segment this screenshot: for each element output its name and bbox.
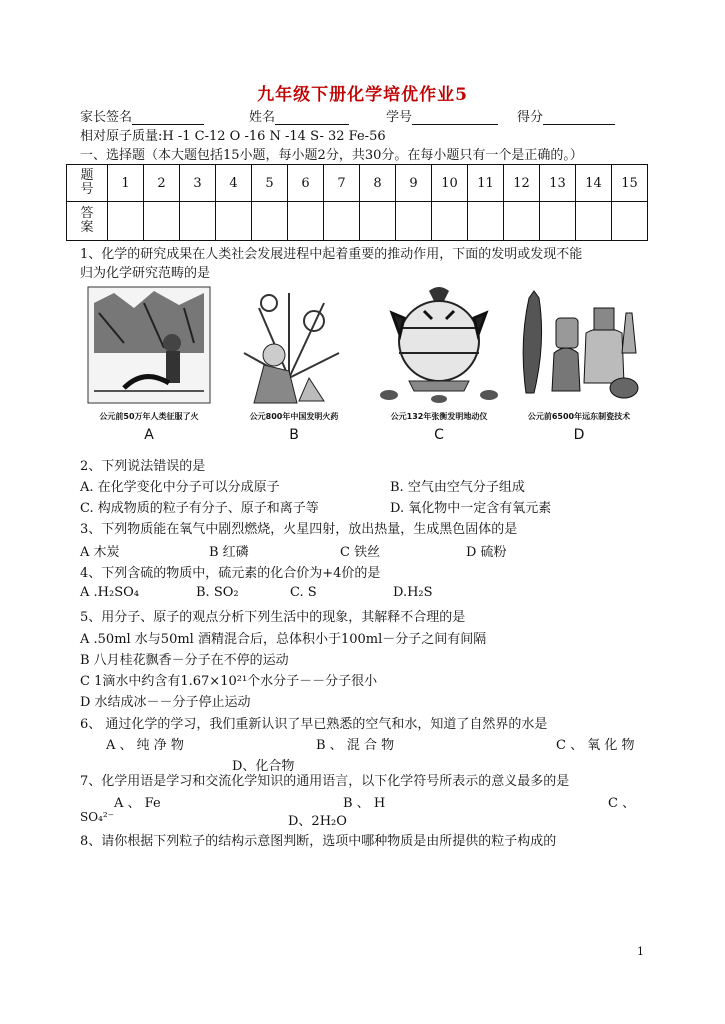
q2-option-b[interactable]: B. 空气由空气分子组成 — [390, 480, 525, 495]
gunpowder-illustration — [229, 283, 359, 408]
q5-option-a[interactable]: A .50ml 水与50ml 酒精混合后，总体积小于100ml－分子之间有间隔 — [80, 632, 487, 647]
q1-caption-c: 公元132年张衡发明地动仪 — [390, 412, 488, 421]
q3-option-b[interactable]: B 红磷 — [209, 545, 249, 560]
answer-cell[interactable] — [612, 202, 648, 241]
student-no-blank[interactable] — [412, 112, 498, 125]
answer-cell[interactable] — [216, 202, 252, 241]
parent-sign-field — [80, 106, 204, 125]
parent-sign-label: 家长签名 — [80, 110, 133, 125]
answer-cell[interactable] — [360, 202, 396, 241]
student-no-label: 学号 — [386, 110, 413, 125]
q5-stem: 5、用分子、原子的观点分析下列生活中的现象，其解释不合理的是 — [80, 610, 466, 625]
q5-option-b[interactable]: B 八月桂花飘香－分子在不停的运动 — [80, 653, 289, 668]
score-blank[interactable] — [543, 112, 615, 125]
porcelain-illustration — [514, 283, 644, 408]
answer-table — [66, 164, 648, 241]
q1-option-b[interactable]: B — [289, 427, 299, 443]
answer-cell[interactable] — [180, 202, 216, 241]
q7-option-c[interactable]: C 、 — [608, 796, 636, 811]
table-cell-number: 6 — [288, 165, 324, 202]
answer-cell[interactable] — [468, 202, 504, 241]
q6-stem: 6、 通过化学的学习，我们重新认识了早已熟悉的空气和水，知道了自然界的水是 — [80, 717, 548, 732]
table-cell-number: 3 — [180, 165, 216, 202]
seismograph-illustration — [374, 283, 504, 408]
score-label: 得分 — [517, 110, 544, 125]
q2-option-c[interactable]: C. 构成物质的粒子有分子、原子和离子等 — [80, 501, 319, 516]
q3-stem: 3、下列物质能在氧气中剧烈燃烧，火星四射，放出热量，生成黑色固体的是 — [80, 522, 518, 537]
q1-image-d — [514, 283, 644, 443]
q5-option-c[interactable]: C 1滴水中约含有1.67×10²¹个水分子－－分子很小 — [80, 674, 378, 689]
q4-option-d[interactable]: D.H₂S — [393, 585, 433, 600]
table-row-answers — [67, 202, 648, 241]
table-cell-number: 7 — [324, 165, 360, 202]
table-cell-number: 4 — [216, 165, 252, 202]
table-cell-number: 1 — [108, 165, 144, 202]
q2-option-d[interactable]: D. 氧化物中一定含有氧元素 — [390, 501, 552, 516]
atomic-mass-line: 相对原子质量:H -1 C-12 O -16 N -14 S- 32 Fe-56 — [80, 129, 386, 144]
q7-option-a[interactable]: A 、 Fe — [114, 796, 161, 811]
q1-option-a[interactable]: A — [144, 427, 154, 443]
section-1-heading: 一、选择题（本大题包括15小题，每小题2分，共30分。在每小题只有一个是正确的。） — [80, 148, 583, 163]
q6-option-c[interactable]: C 、 氧 化 物 — [556, 738, 635, 753]
table-head-number: 题号 — [67, 165, 108, 202]
q7-stem: 7、化学用语是学习和交流化学知识的通用语言，以下化学符号所表示的意义最多的是 — [80, 774, 570, 789]
q4-option-a[interactable]: A .H₂SO₄ — [80, 585, 139, 600]
answer-cell[interactable] — [288, 202, 324, 241]
q1-option-d[interactable]: D — [573, 427, 585, 443]
q2-stem: 2、下列说法错误的是 — [80, 459, 206, 474]
table-cell-number: 5 — [252, 165, 288, 202]
name-field — [249, 106, 349, 125]
q1-image-b — [229, 283, 359, 443]
answer-cell[interactable] — [324, 202, 360, 241]
answer-cell[interactable] — [396, 202, 432, 241]
table-cell-number: 12 — [504, 165, 540, 202]
q6-option-b[interactable]: B 、 混 合 物 — [316, 738, 395, 753]
table-row-numbers — [67, 165, 648, 202]
answer-cell[interactable] — [576, 202, 612, 241]
name-label: 姓名 — [249, 110, 276, 125]
q1-caption-a: 公元前50万年人类征服了火 — [99, 412, 199, 421]
parent-sign-blank[interactable] — [132, 112, 204, 125]
table-cell-number: 2 — [144, 165, 180, 202]
q3-option-c[interactable]: C 铁丝 — [340, 545, 381, 560]
table-cell-number: 15 — [612, 165, 648, 202]
page-number: 1 — [637, 945, 644, 958]
table-cell-number: 13 — [540, 165, 576, 202]
q1-option-c[interactable]: C — [434, 427, 444, 443]
answer-cell[interactable] — [108, 202, 144, 241]
name-blank[interactable] — [275, 112, 349, 125]
q1-image-a — [84, 283, 214, 443]
q7-option-c-formula: SO₄²⁻ — [80, 810, 115, 824]
table-cell-number: 8 — [360, 165, 396, 202]
q4-stem: 4、下列含硫的物质中，硫元素的化合价为+4价的是 — [80, 566, 381, 581]
q5-option-d[interactable]: D 水结成冰－－分子停止运动 — [80, 695, 251, 710]
q1-caption-b: 公元800年中国发明火药 — [249, 412, 339, 421]
page-title: 九年级下册化学培优作业5 — [257, 85, 468, 105]
score-field — [517, 106, 615, 125]
answer-cell[interactable] — [252, 202, 288, 241]
q4-option-b[interactable]: B. SO₂ — [196, 585, 239, 600]
answer-cell[interactable] — [540, 202, 576, 241]
table-cell-number: 9 — [396, 165, 432, 202]
fire-illustration — [84, 283, 214, 408]
q7-option-d[interactable]: D、2H₂O — [288, 814, 347, 829]
q3-option-d[interactable]: D 硫粉 — [466, 545, 507, 560]
q1-image-row — [84, 283, 644, 449]
table-head-answer: 答案 — [67, 202, 108, 241]
q1-caption-d: 公元前6500年远东制瓷技术 — [527, 412, 631, 421]
q1-stem-line2: 归为化学研究范畴的是 — [80, 266, 211, 281]
q3-option-a[interactable]: A 木炭 — [80, 545, 120, 560]
table-cell-number: 14 — [576, 165, 612, 202]
q7-option-b[interactable]: B 、 H — [343, 796, 386, 811]
q2-option-a[interactable]: A. 在化学变化中分子可以分成原子 — [80, 480, 280, 495]
student-no-field — [386, 106, 498, 125]
q8-stem: 8、请你根据下列粒子的结构示意图判断，选项中哪种物质是由所提供的粒子构成的 — [80, 834, 557, 849]
q6-option-d[interactable]: D、化合物 — [232, 759, 295, 774]
answer-cell[interactable] — [504, 202, 540, 241]
table-cell-number: 11 — [468, 165, 504, 202]
q1-image-c — [374, 283, 504, 443]
q1-stem-line1: 1、化学的研究成果在人类社会发展进程中起着重要的推动作用，下面的发明或发现不能 — [80, 247, 583, 262]
q4-option-c[interactable]: C. S — [290, 585, 317, 600]
table-cell-number: 10 — [432, 165, 468, 202]
answer-cell[interactable] — [144, 202, 180, 241]
answer-cell[interactable] — [432, 202, 468, 241]
q6-option-a[interactable]: A 、 纯 净 物 — [106, 738, 184, 753]
